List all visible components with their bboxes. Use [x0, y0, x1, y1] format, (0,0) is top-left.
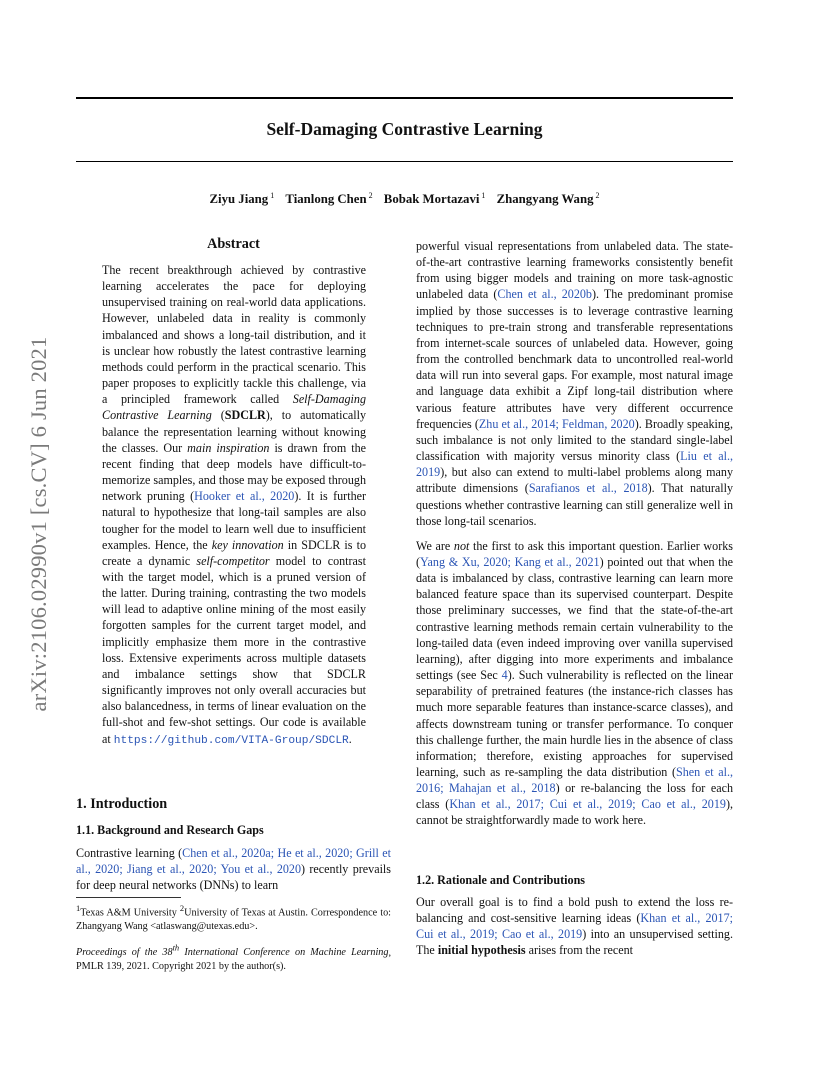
subsection-heading-rationale: 1.2. Rationale and Contributions: [416, 873, 586, 887]
citation-link[interactable]: Zhu et al., 2014; Feldman, 2020: [478, 416, 635, 431]
author: Tianlong Chen $^2$: [285, 191, 373, 207]
abstract-body: The recent breakthrough achieved by contrastive learning accelerates the pace for deploying unsupervised training on real-world data applications. However, unlabeled data in reality is commonly imbalanced and shows a long-tail distribution, and it is unclear how robustly the latest contrastive learning methods could perform in the practical scenario. This paper proposes to explicitly tackle this challenge, via a principled framework called Self-Damaging Contrastive Learning (SDCLR), to automatically balance the representation learning without knowing the classes. Our main inspiration is drawn from the recent finding that deep models have difficult-to-memorize samples, and those may be exposed through network pruning (Hooker et al., 2020). It is further natural to hypothesize that long-tail samples are also tougher for the model to learn well due to insufficient examples. Hence, the key innovation in SDCLR is to create a dynamic self-competitor model to contrast with the target model, which is a pruned version of the latter. During training, contrasting the two models will lead to adaptive online mining of the most easily forgotten samples for the current target model, and implicitly emphasize them more in the contrastive loss. Extensive experiments across multiple datasets and imbalance settings show that SDCLR significantly improves not only overall accuracies but also balancedness, in terms of linear evaluation on the full-shot and few-shot settings. Our code is available at https://github.com/VITA-Group/SDCLR.: [102, 263, 367, 747]
section-heading-introduction: 1. Introduction: [76, 796, 168, 812]
subsection-heading-background: 1.1. Background and Research Gaps: [76, 823, 264, 837]
author: Bobak Mortazavi $^1$: [383, 191, 486, 207]
citation-link[interactable]: Chen et al., 2020b: [497, 287, 592, 302]
footnotes: $^1$Texas A&M University $^2$University of Texas at Austin. Correspondence to: Zhangyang Wang <atlaswang@utexas.edu>. Proceedings of the 38th International Conference on Machine Learning, PMLR 139, 2021. Copyright 2021 by the author(s).: [76, 903, 392, 972]
intro-paragraph: Contrastive learning (Chen et al., 2020a; He et al., 2020; Grill et al., 2020; Jiang et al., 2020; You et al., 2020) recently prevails for deep neural networks (DNNs) to learn: [76, 846, 391, 893]
citation-link[interactable]: Sarafianos et al., 2018: [528, 481, 648, 496]
title-bottom-rule: [76, 161, 733, 162]
rationale-paragraph: Our overall goal is to find a bold push to extend the loss re-balancing and cost-sensitive learning ideas (Khan et al., 2017; Cui et al., 2019; Cao et al., 2019) into an unsupervised setting. The initial hypothesis arises from the recent: [416, 895, 733, 958]
author: Zhangyang Wang $^2$: [496, 191, 600, 207]
citation-link[interactable]: Hooker et al., 2020: [194, 489, 295, 504]
citation-link[interactable]: Chen et al., 2020a; He et al., 2020; Grill et al., 2020; Jiang et al., 2020; You et al., 2020: [76, 846, 391, 877]
right-column-body: powerful visual representations from unlabeled data. The state-of-the-art contrastive learning frameworks consistently benefit from using bigger models and training on more task-agnostic unlabeled data (Chen et al., 2020b). The predominant promise implied by those successes is to leverage contrastive learning techniques to pre-train strong and transferable representations from internet-scale sources of unlabeled data. However, going from the controlled benchmark data to uncontrolled real-world data will run into several gaps. For example, most natural image and language data exhibit a Zipf long-tail distribution where various feature attributes have very different occurrence frequencies (Zhu et al., 2014; Feldman, 2020). Broadly speaking, such imbalance is not only limited to the standard single-label classification with majority versus minority class (Liu et al., 2019), but also can extend to multi-label problems along many attribute dimensions (Sarafianos et al., 2018). That naturally questions whether contrastive learning can still generalize well in those long-tail scenarios. We are not the first to ask this important question. Earlier works (Yang & Xu, 2020; Kang et al., 2021) pointed out that when the data is imbalanced by class, contrastive learning can learn more balanced feature space than its supervised counterpart. Despite those preliminary successes, we find that the state-of-the-art contrastive learning methods remain certain vulnerability to the long-tailed data (even indeed improving over vanilla supervised learning), after digging into more experiments and imbalance settings (see Sec 4). Such vulnerability is reflected on the linear separability of pretrained features (the instance-rich classes has much more separable features than instance-scarce classes), and affects downstream tuning or transfer performance. To conquer this challenge further, the main hurdle lies in the absence of class information; therefore, existing approaches for supervised learning, such as re-sampling the data distribution (Shen et al., 2016; Mahajan et al., 2018) or re-balancing the loss for each class (Khan et al., 2017; Cui et al., 2019; Cao et al., 2019), cannot be straightforwardly made to work here.: [416, 239, 734, 828]
section-link[interactable]: 4: [501, 668, 508, 683]
citation-link[interactable]: Khan et al., 2017; Cui et al., 2019; Cao et al., 2019: [449, 797, 726, 812]
citation-link[interactable]: Yang & Xu, 2020; Kang et al., 2021: [420, 554, 600, 569]
citation-link[interactable]: Khan et al., 2017; Cui et al., 2019; Cao et al., 2019: [416, 911, 733, 942]
title-top-rule: [76, 97, 733, 99]
abstract-heading: Abstract: [207, 236, 260, 252]
citation-link[interactable]: Liu et al., 2019: [416, 449, 734, 480]
arxiv-stamp: arXiv:2106.02990v1 [cs.CV] 6 Jun 2021: [26, 336, 51, 711]
paper-title: Self-Damaging Contrastive Learning: [266, 119, 543, 139]
footnote-rule: [76, 897, 181, 898]
citation-link[interactable]: Shen et al., 2016; Mahajan et al., 2018: [416, 765, 733, 796]
author: Ziyu Jiang $^1$: [209, 191, 275, 207]
author-list: [76, 191, 733, 207]
code-link[interactable]: https://github.com/VITA-Group/SDCLR: [113, 734, 349, 747]
